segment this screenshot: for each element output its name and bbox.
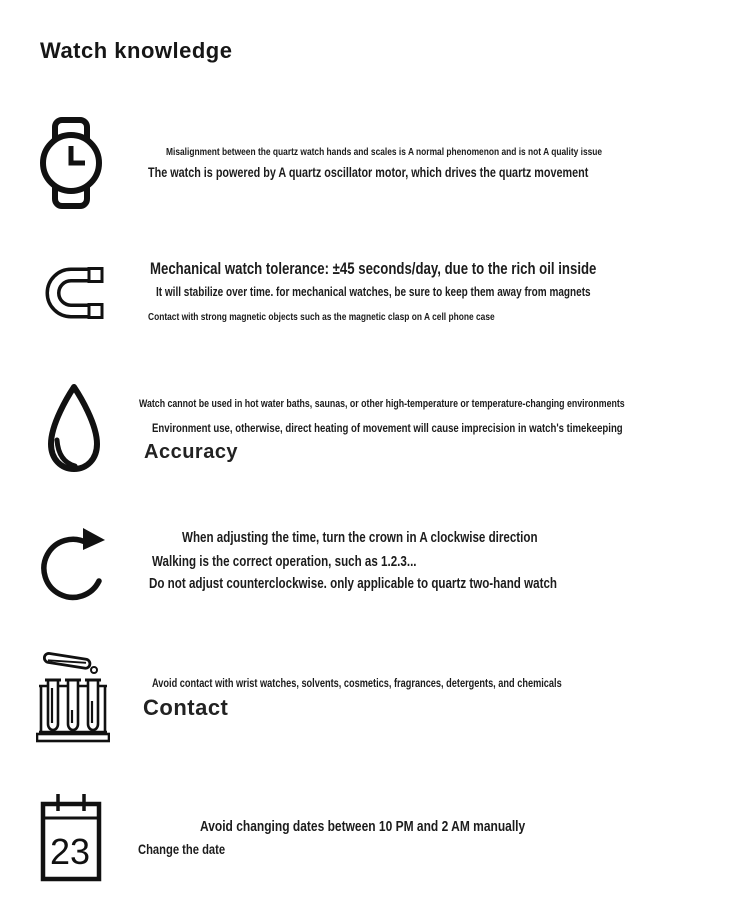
avoid-chemicals-text: Avoid contact with wrist watches, solvents, cosmetics, fragrances, detergents, and chemicals bbox=[152, 678, 562, 690]
avoid-date-change-text: Avoid changing dates between 10 PM and 2 AM manually bbox=[200, 818, 526, 835]
hot-water-warning-note: Watch cannot be used in hot water baths, saunas, or other high-temperature or temperature-changing environments bbox=[139, 398, 625, 410]
quartz-misalignment-note: Misalignment between the quartz watch hands and scales is A normal phenomenon and is not A quality issue bbox=[166, 146, 603, 158]
clockwise-arrow-icon bbox=[41, 524, 107, 606]
magnetic-objects-note: Contact with strong magnetic objects such as the magnetic clasp on A cell phone case bbox=[148, 311, 495, 323]
page-title: Watch knowledge bbox=[40, 38, 233, 63]
calendar-icon bbox=[39, 791, 103, 883]
contact-heading: Contact bbox=[143, 695, 229, 720]
water-drop-icon bbox=[44, 382, 104, 474]
test-tubes-icon bbox=[36, 646, 110, 744]
correct-operation-text: Walking is the correct operation, such as 1.2.3... bbox=[152, 554, 417, 570]
turn-crown-clockwise-text: When adjusting the time, turn the crown in A clockwise direction bbox=[182, 530, 538, 546]
mechanical-tolerance-text: Mechanical watch tolerance: ±45 seconds/day, due to the rich oil inside bbox=[150, 260, 597, 278]
calendar-day-number: 23 bbox=[49, 831, 91, 872]
change-date-heading: Change the date bbox=[138, 841, 226, 857]
quartz-movement-text: The watch is powered by A quartz oscillator motor, which drives the quartz movement bbox=[148, 165, 589, 180]
magnet-icon bbox=[41, 265, 107, 321]
no-counterclockwise-text: Do not adjust counterclockwise. only applicable to quartz two-hand watch bbox=[149, 576, 557, 592]
magnet-warning-text: It will stabilize over time. for mechanical watches, be sure to keep them away from magnets bbox=[156, 285, 591, 299]
heating-imprecision-text: Environment use, otherwise, direct heating of movement will cause imprecision in watch's timekeeping bbox=[152, 421, 623, 435]
watch-icon bbox=[39, 116, 103, 210]
accuracy-heading: Accuracy bbox=[144, 441, 239, 463]
